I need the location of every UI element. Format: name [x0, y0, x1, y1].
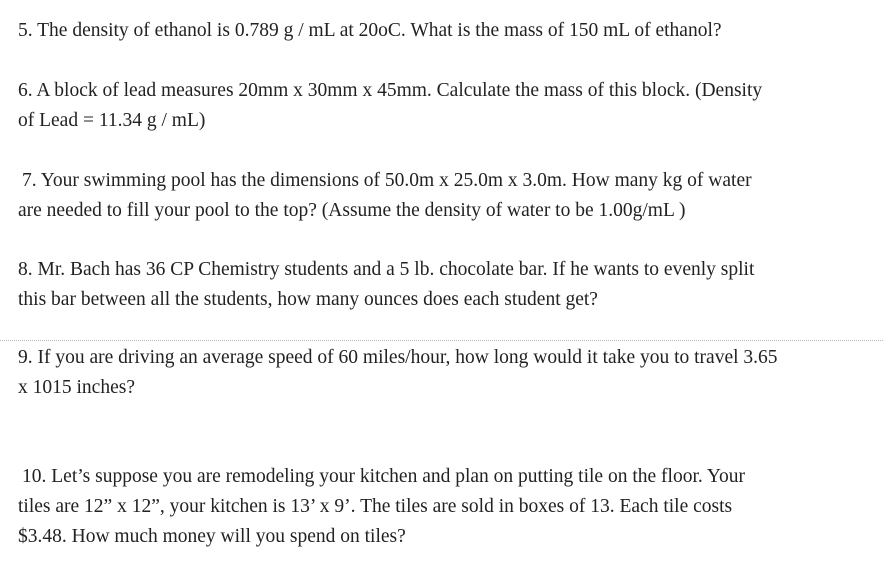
question-6-line-1: 6. A block of lead measures 20mm x 30mm x 45mm. Calculate the mass of this block. (Density	[18, 80, 763, 101]
question-5	[18, 16, 868, 46]
question-9-line-2: x 1015 inches?	[18, 377, 135, 398]
section-divider	[0, 340, 883, 341]
question-6-line-2: of Lead = 11.34 g / mL)	[18, 110, 206, 131]
question-9	[18, 343, 868, 403]
question-8-line-1: 8. Mr. Bach has 36 CP Chemistry students and a 5 lb. chocolate bar. If he wants to evenly split	[18, 259, 755, 280]
question-10-line-1: 10. Let’s suppose you are remodeling your kitchen and plan on putting tile on the floor. Your	[22, 466, 746, 487]
question-10-line-3: $3.48. How much money will you spend on tiles?	[18, 526, 406, 547]
question-6	[18, 76, 868, 136]
question-7-line-2: are needed to fill your pool to the top? (Assume the density of water to be 1.00g/mL )	[18, 200, 686, 221]
question-5-line-1: 5. The density of ethanol is 0.789 g / mL at 20oC. What is the mass of 150 mL of ethanol?	[18, 20, 722, 41]
question-10	[18, 462, 872, 552]
question-8-line-2: this bar between all the students, how many ounces does each student get?	[18, 289, 598, 310]
question-9-line-1: 9. If you are driving an average speed of 60 miles/hour, how long would it take you to travel 3.65	[18, 347, 778, 368]
question-10-line-2: tiles are 12” x 12”, your kitchen is 13’ x 9’. The tiles are sold in boxes of 13. Each tile costs	[18, 496, 733, 517]
question-7	[18, 166, 872, 226]
question-7-line-1: 7. Your swimming pool has the dimensions of 50.0m x 25.0m x 3.0m. How many kg of water	[22, 170, 752, 191]
question-8	[18, 255, 868, 315]
